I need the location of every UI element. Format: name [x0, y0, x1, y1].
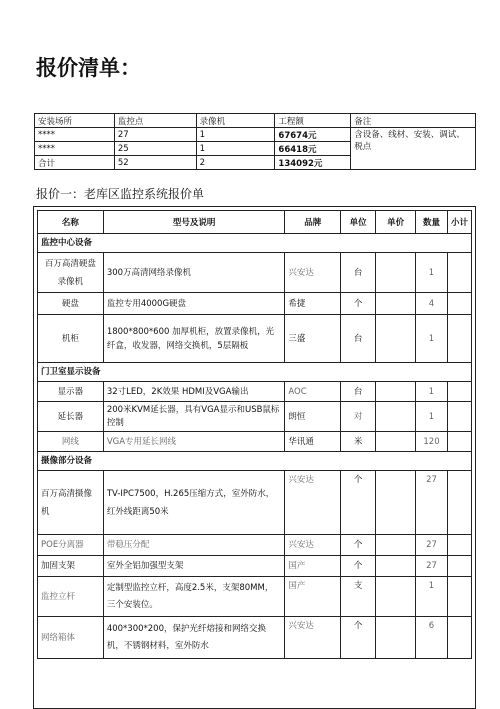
quote-table — [37, 210, 472, 659]
item-brand: 希捷 — [285, 293, 341, 315]
item-brand: 国产 — [285, 577, 341, 617]
item-name: 显示器 — [38, 382, 104, 402]
table-row — [38, 253, 472, 293]
item-unit: 个 — [341, 293, 376, 315]
table-row — [38, 471, 472, 535]
summary-note: 含设备、线材、安装、调试、税点 — [351, 128, 476, 170]
item-unit: 个 — [341, 535, 376, 556]
item-name: POE分离器 — [38, 535, 104, 556]
quote-header-row — [38, 211, 472, 234]
item-subtotal — [447, 382, 471, 402]
quote-header-cell: 名称 — [38, 211, 104, 234]
item-unit: 台 — [341, 315, 376, 363]
item-brand: 国产 — [285, 556, 341, 577]
summary-cell: **** — [35, 142, 115, 156]
item-qty: 1 — [416, 402, 448, 432]
item-desc: 监控专用4000G硬盘 — [103, 293, 285, 315]
item-subtotal — [447, 293, 471, 315]
item-unit: 支 — [341, 577, 376, 617]
item-qty: 6 — [416, 617, 448, 659]
summary-cell: 25 — [114, 142, 196, 156]
item-qty: 1 — [416, 253, 448, 293]
item-qty: 120 — [416, 432, 448, 452]
item-name: 延长器 — [38, 402, 104, 432]
item-unit: 个 — [341, 617, 376, 659]
summary-cell: 合计 — [35, 156, 115, 170]
item-desc: 室外全铝加强型支架 — [103, 556, 285, 577]
table-row — [38, 535, 472, 556]
item-subtotal — [447, 577, 471, 617]
item-qty: 1 — [416, 382, 448, 402]
item-brand: 兴安达 — [285, 471, 341, 535]
item-price — [376, 535, 416, 556]
quote-header-cell: 小计 — [447, 211, 471, 234]
item-desc: 1800*800*600 加厚机柜，放置录像机，光纤盒，收发器，网络交换机，5层隔板 — [103, 315, 285, 363]
group-row — [38, 452, 472, 471]
item-desc: 带稳压分配 — [103, 535, 285, 556]
item-unit: 米 — [341, 432, 376, 452]
item-subtotal — [447, 315, 471, 363]
item-name: 百万高清摄像机 — [38, 471, 104, 535]
summary-amount: 67674元 — [275, 128, 351, 142]
summary-cell: 1 — [196, 142, 275, 156]
item-unit: 个 — [341, 556, 376, 577]
item-brand: 兴安达 — [285, 535, 341, 556]
item-subtotal — [447, 402, 471, 432]
item-desc: 300万高清网络录像机 — [103, 253, 285, 293]
item-unit: 台 — [341, 382, 376, 402]
item-price — [376, 471, 416, 535]
item-qty: 27 — [416, 535, 448, 556]
table-row — [38, 402, 472, 432]
item-brand: 朗恒 — [285, 402, 341, 432]
item-brand: AOC — [285, 382, 341, 402]
group-title: 门卫室显示设备 — [38, 363, 472, 382]
table-row — [38, 577, 472, 617]
summary-header-row — [35, 114, 476, 128]
item-desc: TV-IPC7500，H.265压缩方式，室外防水，红外线距离50米 — [103, 471, 285, 535]
item-qty: 1 — [416, 577, 448, 617]
item-price — [376, 402, 416, 432]
table-row — [38, 382, 472, 402]
item-brand: 兴安达 — [285, 253, 341, 293]
summary-header-cell: 备注 — [351, 114, 476, 128]
group-row — [38, 234, 472, 253]
item-qty: 1 — [416, 315, 448, 363]
summary-header-cell: 监控点 — [114, 114, 196, 128]
item-subtotal — [447, 556, 471, 577]
item-subtotal — [447, 617, 471, 659]
quote-header-cell: 单位 — [341, 211, 376, 234]
item-price — [376, 556, 416, 577]
item-subtotal — [447, 535, 471, 556]
summary-cell: 2 — [196, 156, 275, 170]
item-qty: 27 — [416, 556, 448, 577]
page-title: 报价清单： — [36, 56, 141, 80]
summary-table — [34, 113, 476, 170]
group-title: 摄像部分设备 — [38, 452, 472, 471]
item-unit: 个 — [341, 471, 376, 535]
item-price — [376, 577, 416, 617]
item-name: 网线 — [38, 432, 104, 452]
item-brand: 兴安达 — [285, 617, 341, 659]
summary-cell: **** — [35, 128, 115, 142]
group-title: 监控中心设备 — [38, 234, 472, 253]
item-subtotal — [447, 432, 471, 452]
item-price — [376, 315, 416, 363]
summary-cell: 1 — [196, 128, 275, 142]
item-desc: 200米KVM延长器，具有VGA显示和USB鼠标控制 — [103, 402, 285, 432]
summary-header-cell: 工程额 — [275, 114, 351, 128]
item-name: 百万高清硬盘录像机 — [38, 253, 104, 293]
item-name: 机柜 — [38, 315, 104, 363]
summary-header-cell: 录像机 — [196, 114, 275, 128]
summary-cell: 27 — [114, 128, 196, 142]
item-desc: 32寸LED，2K效果 HDMI及VGA输出 — [103, 382, 285, 402]
quote-header-cell: 数量 — [416, 211, 448, 234]
summary-cell: 52 — [114, 156, 196, 170]
item-subtotal — [447, 253, 471, 293]
item-price — [376, 382, 416, 402]
quote-header-cell: 品牌 — [285, 211, 341, 234]
table-row — [38, 556, 472, 577]
item-name: 网络箱体 — [38, 617, 104, 659]
table-row — [38, 293, 472, 315]
group-row — [38, 363, 472, 382]
item-name: 加固支架 — [38, 556, 104, 577]
item-name: 硬盘 — [38, 293, 104, 315]
section-title: 报价一：老库区监控系统报价单 — [36, 187, 205, 201]
summary-amount: 66418元 — [275, 142, 351, 156]
table-row — [38, 315, 472, 363]
quote-header-cell: 型号及说明 — [103, 211, 285, 234]
item-desc: 定制型监控立杆，高度2.5米，支架80MM，三个安装位。 — [103, 577, 285, 617]
item-brand: 三盛 — [285, 315, 341, 363]
item-price — [376, 293, 416, 315]
summary-amount: 134092元 — [275, 156, 351, 170]
item-price — [376, 617, 416, 659]
table-row — [38, 432, 472, 452]
summary-row — [35, 128, 476, 142]
item-qty: 4 — [416, 293, 448, 315]
item-name: 监控立杆 — [38, 577, 104, 617]
table-row — [38, 617, 472, 659]
item-unit: 台 — [341, 253, 376, 293]
item-brand: 华讯通 — [285, 432, 341, 452]
item-desc: 400*300*200，保护光纤熔接和网络交换机，不锈钢材料，室外防水 — [103, 617, 285, 659]
item-desc: VGA专用延长网线 — [103, 432, 285, 452]
item-subtotal — [447, 471, 471, 535]
item-unit: 对 — [341, 402, 376, 432]
item-qty: 27 — [416, 471, 448, 535]
item-price — [376, 253, 416, 293]
quote-header-cell: 单价 — [376, 211, 416, 234]
item-price — [376, 432, 416, 452]
summary-header-cell: 安装场所 — [35, 114, 115, 128]
